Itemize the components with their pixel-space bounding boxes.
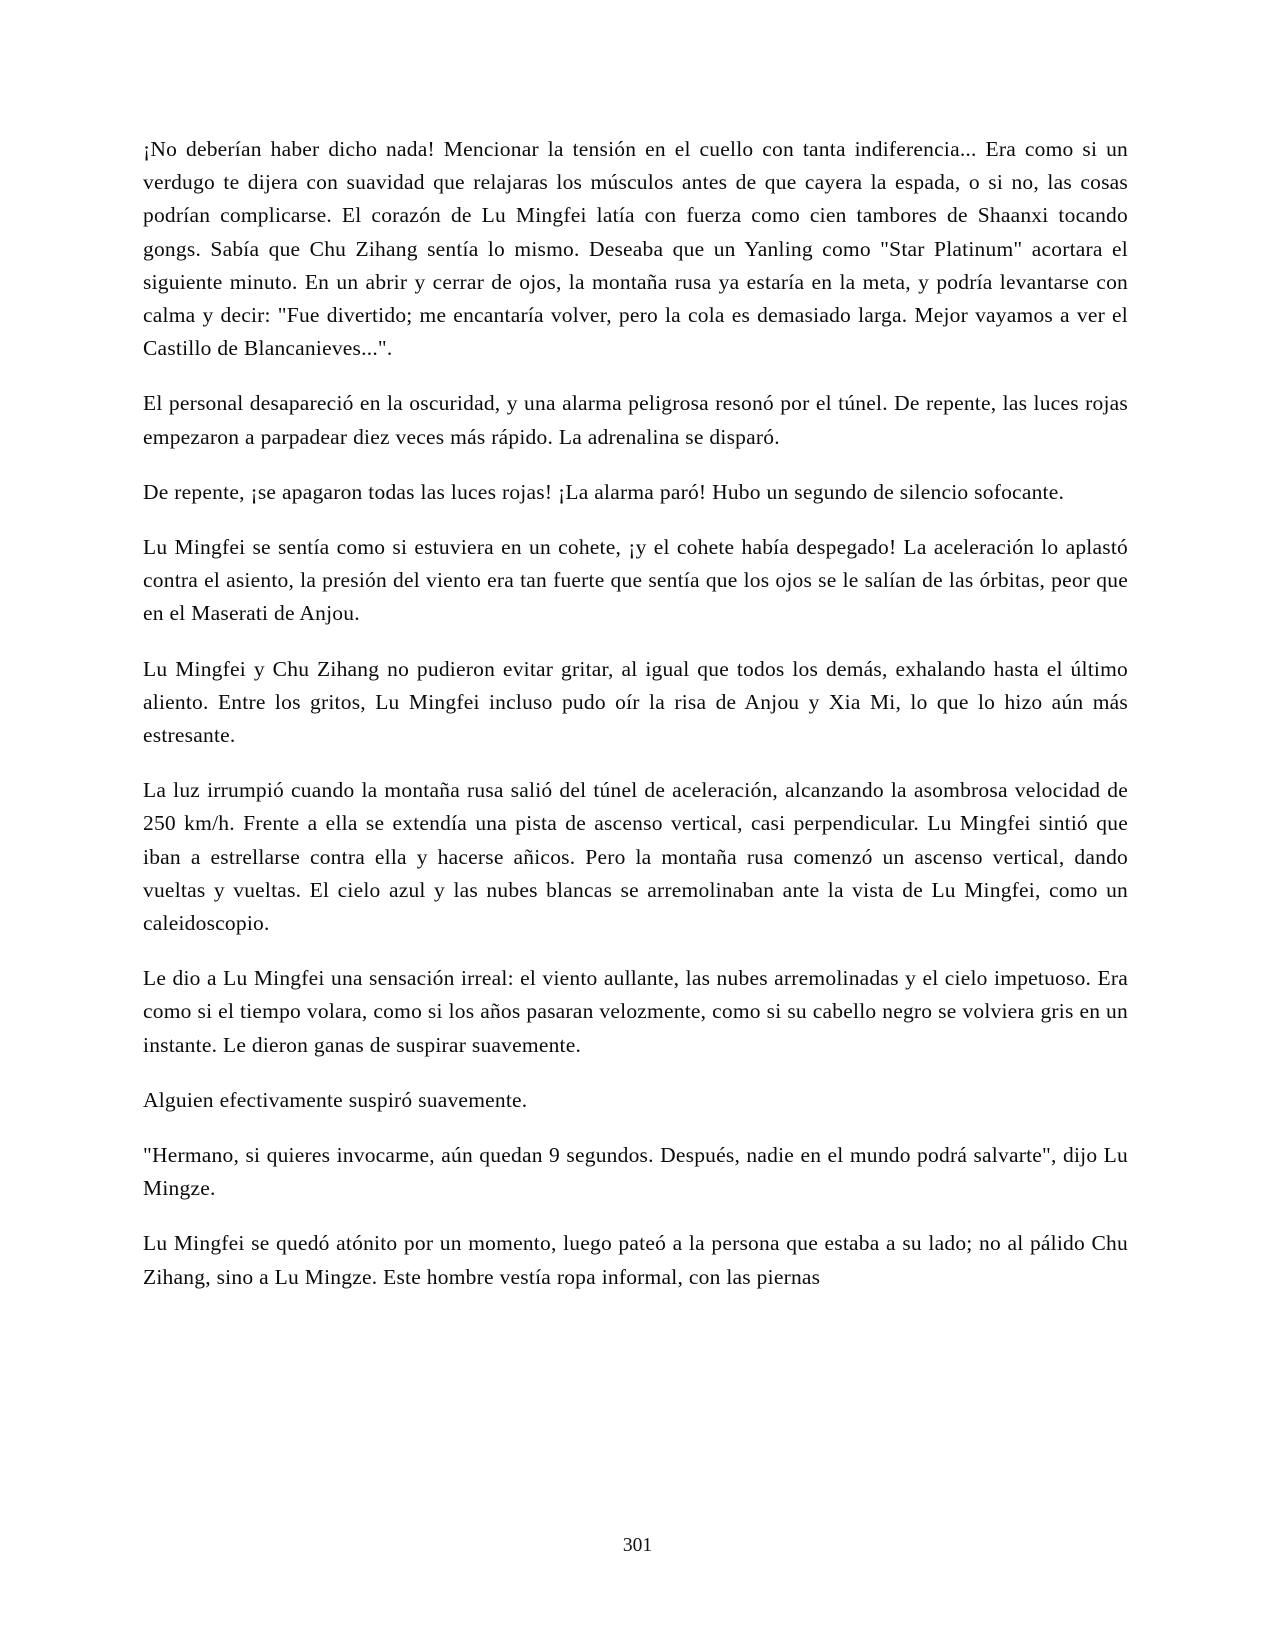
paragraph-9: "Hermano, si quieres invocarme, aún quedan 9 segundos. Después, nadie en el mundo podrá salvarte", dijo Lu Mingze.: [143, 1143, 1128, 1201]
paragraph-4: Lu Mingfei se sentía como si estuviera en un cohete, ¡y el cohete había despegado! La aceleración lo aplastó contra el asiento, la presión del viento era tan fuerte que sentía que los ojos se le salían de las órbitas, peor que en el Maserati de Anjou.: [143, 535, 1128, 626]
paragraph-3: De repente, ¡se apagaron todas las luces rojas! ¡La alarma paró! Hubo un segundo de silencio sofocante.: [143, 479, 1065, 504]
paragraph-2: El personal desapareció en la oscuridad, y una alarma peligrosa resonó por el túnel. De repente, las luces rojas empezaron a parpadear diez veces más rápido. La adrenalina se disparó.: [143, 391, 1128, 449]
paragraph-5: Lu Mingfei y Chu Zihang no pudieron evitar gritar, al igual que todos los demás, exhalando hasta el último aliento. Entre los gritos, Lu Mingfei incluso pudo oír la risa de Anjou y Xia Mi, lo que lo hizo aún más estresante.: [143, 656, 1128, 748]
paragraph-8: Alguien efectivamente suspiró suavemente.: [143, 1087, 528, 1112]
paragraph-6: La luz irrumpió cuando la montaña rusa salió del túnel de aceleración, alcanzando la asombrosa velocidad de 250 km/h. Frente a ella se extendía una pista de ascenso vertical, casi perpendicular. Lu Mingfei sintió que iban a estrellarse contra ella y hacerse añicos. Pero la montaña rusa comenzó un ascenso vertical, dando vueltas y vueltas. El cielo azul y las nubes blancas se arremolinaban ante la vista de Lu Mingfei, como un caleidoscopio.: [143, 778, 1128, 936]
body-text-column: [143, 133, 1128, 1294]
page-number: 301: [622, 1535, 653, 1556]
paragraph-7: Le dio a Lu Mingfei una sensación irreal: el viento aullante, las nubes arremolinadas y el cielo impetuoso. Era como si el tiempo volara, como si los años pasaran velozmente, como si su cabello negro se volviera gris en un instante. Le dieron ganas de suspirar suavemente.: [143, 966, 1128, 1057]
paragraph-10: Lu Mingfei se quedó atónito por un momento, luego pateó a la persona que estaba a su lado; no al pálido Chu Zihang, sino a Lu Mingze. Este hombre vestía ropa informal, con las piernas: [143, 1231, 1128, 1289]
paragraph-1: ¡No deberían haber dicho nada! Mencionar la tensión en el cuello con tanta indiferencia... Era como si un verdugo te dijera con suavidad que relajaras los músculos antes de que cayera la espada, o si no, las cosas podrían complicarse. El corazón de Lu Mingfei latía con fuerza como cien tambores de Shaanxi tocando gongs. Sabía que Chu Zihang sentía lo mismo. Deseaba que un Yanling como "Star Platinum" acortara el siguiente minuto. En un abrir y cerrar de ojos, la montaña rusa ya estaría en la meta, y podría levantarse con calma y decir: "Fue divertido; me encantaría volver, pero la cola es demasiado larga. Mejor vayamos a ver el Castillo de Blancanieves...".: [143, 137, 1128, 361]
